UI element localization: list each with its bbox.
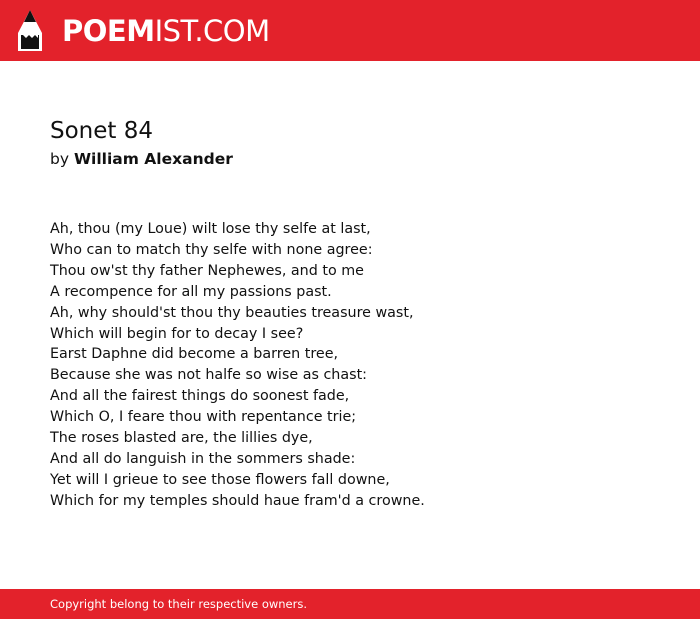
poem-line: And all the fairest things do soonest fade, bbox=[50, 388, 350, 405]
poem-byline bbox=[50, 149, 233, 169]
poem-body bbox=[50, 219, 425, 512]
poem-line: Which O, I feare thou with repentance trie; bbox=[50, 409, 357, 426]
poem-line: Earst Daphne did become a barren tree, bbox=[50, 346, 339, 363]
site-header bbox=[0, 0, 700, 61]
poem-line: Ah, why should'st thou thy beauties treasure wast, bbox=[50, 304, 414, 321]
poem-line: Thou ow'st thy father Nephewes, and to me bbox=[50, 262, 364, 279]
poem-line: And all do languish in the sommers shade: bbox=[50, 450, 356, 467]
brand-light: IST.COM bbox=[154, 14, 270, 48]
copyright-text: Copyright belong to their respective owners. bbox=[50, 597, 308, 611]
poem-line: Which for my temples should haue fram'd a crowne. bbox=[50, 492, 425, 509]
pencil-tip-icon[interactable] bbox=[17, 9, 43, 52]
poem-line: A recompence for all my passions past. bbox=[50, 283, 332, 300]
site-footer bbox=[0, 589, 700, 619]
brand-bold: POEM bbox=[62, 14, 155, 48]
poem-title: Sonet 84 bbox=[50, 118, 153, 144]
poem-line: Which will begin for to decay I see? bbox=[50, 325, 304, 342]
author-name: William Alexander bbox=[73, 150, 233, 168]
poem-line: Ah, thou (my Loue) wilt lose thy selfe at last, bbox=[50, 221, 371, 237]
poem-line: Who can to match thy selfe with none agree: bbox=[50, 241, 373, 258]
by-label: by bbox=[50, 150, 70, 168]
poem-line: The roses blasted are, the lillies dye, bbox=[50, 430, 313, 447]
poem-line: Because she was not halfe so wise as chast: bbox=[50, 367, 368, 384]
poem-line: Yet will I grieue to see those flowers fall downe, bbox=[50, 471, 390, 488]
site-logo-text[interactable] bbox=[62, 12, 270, 50]
